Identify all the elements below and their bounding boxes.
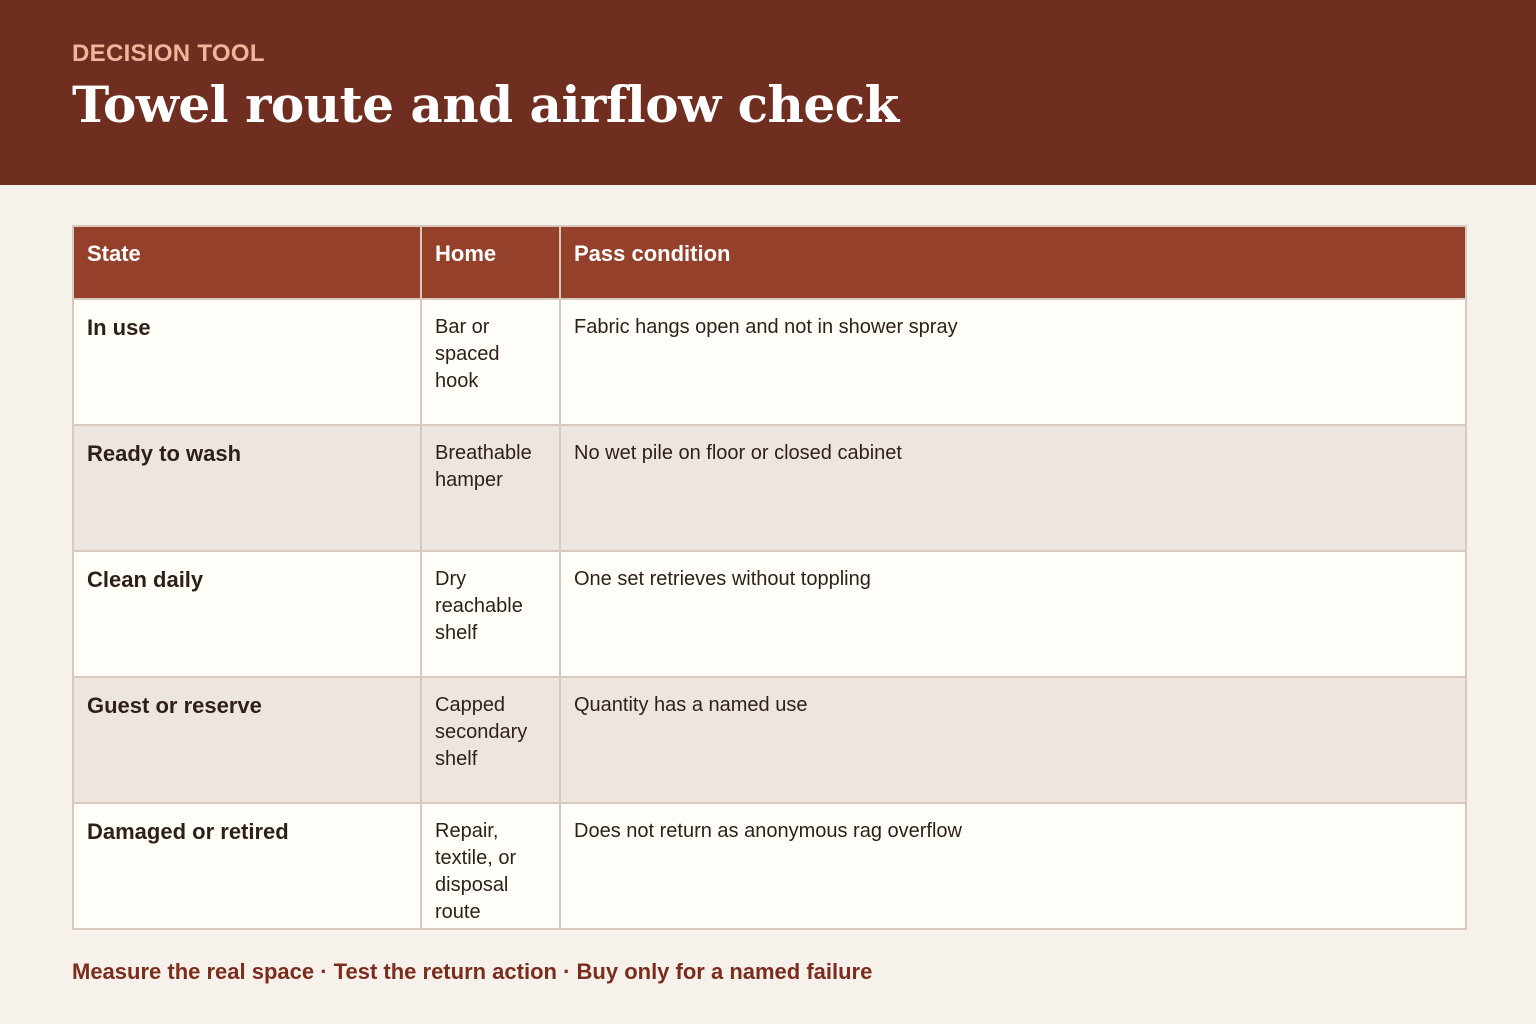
pass-condition-cell: Quantity has a named use <box>560 677 1466 803</box>
column-header-pass-condition: Pass condition <box>560 226 1466 299</box>
eyebrow-label: DECISION TOOL <box>72 40 265 67</box>
table-row <box>73 425 1466 551</box>
decision-table <box>72 225 1465 930</box>
state-cell: Damaged or retired <box>73 803 421 929</box>
page-header <box>0 0 1536 185</box>
page-title: Towel route and airflow check <box>72 75 899 134</box>
table-row <box>73 803 1466 929</box>
footer-guidance: Measure the real space · Test the return action · Buy only for a named failure <box>72 959 873 984</box>
state-cell: Clean daily <box>73 551 421 677</box>
state-cell: In use <box>73 299 421 425</box>
table-row <box>73 551 1466 677</box>
home-cell: Bar or spaced hook <box>421 299 560 425</box>
home-cell: Dry reachable shelf <box>421 551 560 677</box>
pass-condition-cell: No wet pile on floor or closed cabinet <box>560 425 1466 551</box>
home-cell: Repair, textile, or disposal route <box>421 803 560 929</box>
state-cell: Guest or reserve <box>73 677 421 803</box>
column-header-state: State <box>73 226 421 299</box>
table-row <box>73 299 1466 425</box>
state-cell: Ready to wash <box>73 425 421 551</box>
column-header-home: Home <box>421 226 560 299</box>
table-header-row <box>73 226 1466 299</box>
pass-condition-cell: Does not return as anonymous rag overflow <box>560 803 1466 929</box>
pass-condition-cell: One set retrieves without toppling <box>560 551 1466 677</box>
home-cell: Capped secondary shelf <box>421 677 560 803</box>
home-cell: Breathable hamper <box>421 425 560 551</box>
pass-condition-cell: Fabric hangs open and not in shower spray <box>560 299 1466 425</box>
table-row <box>73 677 1466 803</box>
